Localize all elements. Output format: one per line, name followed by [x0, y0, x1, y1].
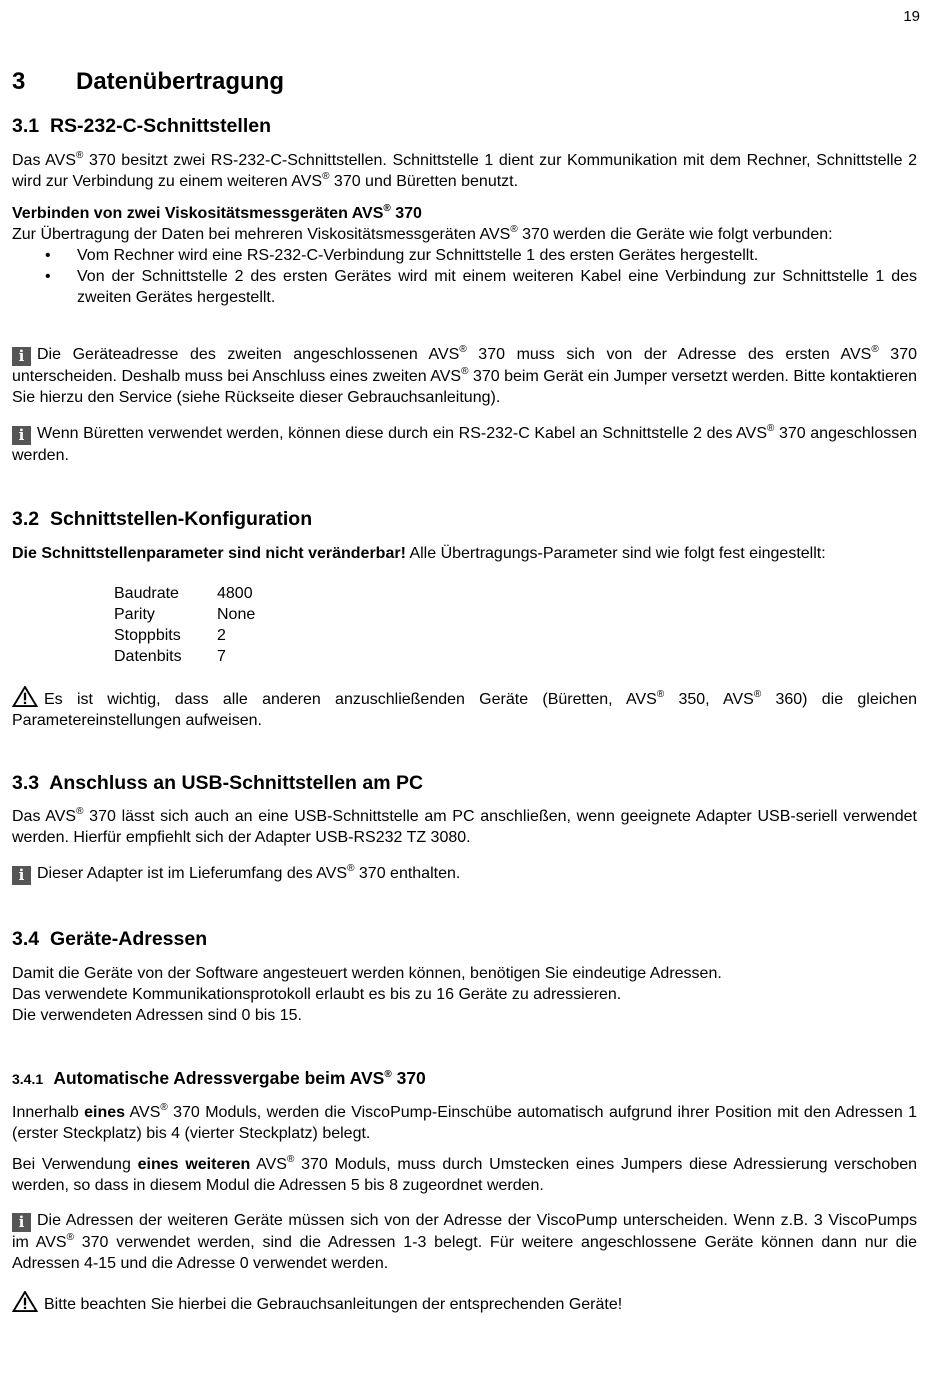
text: Zur Übertragung der Daten bei mehreren Viskositätsmessgeräten AVS — [12, 226, 511, 243]
registered-mark: ® — [383, 203, 391, 214]
page-number: 19 — [903, 8, 920, 25]
text: 370 muss sich von der Adresse des ersten AVS — [466, 346, 872, 363]
registered-mark: ® — [461, 366, 469, 377]
text: Bei Verwendung — [12, 1156, 138, 1173]
list-item — [12, 266, 917, 308]
section-3-1-heading — [12, 115, 917, 138]
info-icon: i — [12, 426, 31, 445]
registered-mark: ® — [384, 1069, 392, 1080]
param-key: Stoppbits — [114, 627, 181, 644]
text: Vom Rechner wird eine RS-232-C-Verbindung zur Schnittstelle 1 des ersten Gerätes hergestellt. — [77, 247, 759, 264]
text: Von der Schnittstelle 2 des ersten Gerätes wird mit einem weiteren Kabel eine Verbindung zur Schnittstelle 1 des zweiten Gerätes hergestellt. — [77, 268, 917, 306]
param-value: 4800 — [217, 585, 253, 602]
text: Alle Übertragungs-Parameter sind wie folgt fest eingestellt: — [405, 545, 826, 562]
registered-mark: ® — [767, 423, 775, 434]
bold-text: eines weiteren — [137, 1156, 251, 1173]
text: Es ist wichtig, dass alle anderen anzuschließenden Geräte (Büretten, AVS — [44, 691, 657, 708]
info-icon: i — [12, 1213, 31, 1232]
table-row — [114, 648, 255, 669]
bullet: • — [45, 268, 51, 285]
text: Das AVS — [12, 152, 77, 169]
text: 370 unterscheiden. Deshalb muss bei Anschluss eines zweiten AVS — [12, 346, 918, 385]
registered-mark: ® — [753, 689, 762, 700]
section-3-4-heading — [12, 928, 917, 951]
section-3-3-text — [12, 806, 917, 848]
registered-mark: ® — [286, 1154, 295, 1165]
text: 370 — [390, 205, 422, 222]
section-title: Geräte-Adressen — [49, 928, 208, 950]
registered-mark: ® — [322, 171, 330, 182]
section-3-2-intro — [12, 543, 917, 564]
section-3-4-1-p1 — [12, 1102, 917, 1144]
bold-text: eines — [84, 1104, 126, 1121]
section-number: 3.4 — [12, 928, 40, 950]
section-title: RS-232-C-Schnittstellen — [49, 115, 271, 137]
param-value: None — [217, 606, 256, 623]
registered-mark: ® — [66, 1232, 74, 1243]
note-buretten — [12, 423, 917, 466]
text-line: Die verwendeten Adressen sind 0 bis 15. — [12, 1007, 302, 1024]
note-adapter — [12, 863, 917, 885]
text: 370 werden die Geräte wie folgt verbunden: — [517, 226, 833, 243]
table-row — [114, 585, 255, 606]
chapter-heading — [12, 68, 917, 96]
param-key: Datenbits — [114, 648, 182, 665]
parameter-table — [114, 585, 255, 669]
warning-icon — [12, 686, 38, 707]
bullet-list — [12, 245, 917, 308]
text: 370 beim Gerät ein Jumper versetzt werden. Bitte kontaktieren Sie hierzu den Service (siehe Rückseite dieser Gebrauchsanleitung). — [12, 368, 918, 406]
section-3-3-heading — [12, 772, 917, 795]
text: AVS — [250, 1156, 287, 1173]
text: Bitte beachten Sie hierbei die Gebrauchsanleitungen der entsprechenden Geräte! — [44, 1296, 623, 1313]
chapter-number: 3 — [12, 68, 26, 95]
text: Automatische Adressvergabe beim AVS — [53, 1068, 385, 1088]
text: 370 lässt sich auch an eine USB-Schnittstelle am PC anschließen, wenn geeignete Adapter USB-seriell verwendet werden. Hierfür empfiehlt sich der Adapter USB-RS232 TZ 3080. — [12, 808, 918, 846]
text: 370 verwendet werden, sind die Adressen 1-3 belegt. Für weitere angeschlossene Geräte können dann nur die Adressen 4-15 und die Adresse 0 verwendet werden. — [12, 1234, 917, 1272]
param-value: 7 — [217, 648, 226, 665]
section-number: 3.4.1 — [12, 1071, 44, 1087]
chapter-title: Datenübertragung — [76, 68, 285, 95]
text: 370 Moduls, muss durch Umstecken eines Jumpers diese Adressierung verschoben werden, so dass in diesem Modul die Adressen 5 bis 8 zugeordnet werden. — [12, 1156, 918, 1194]
registered-mark: ® — [459, 344, 467, 355]
registered-mark: ® — [160, 1102, 168, 1113]
registered-mark: ® — [656, 689, 665, 700]
bold-lead: Die Schnittstellenparameter sind nicht veränderbar! — [12, 545, 406, 562]
registered-mark: ® — [76, 806, 84, 817]
registered-mark: ® — [510, 224, 518, 235]
section-number: 3.3 — [12, 772, 40, 794]
param-key: Baudrate — [114, 585, 179, 602]
text: Das AVS — [12, 808, 77, 825]
section-number: 3.1 — [12, 115, 40, 137]
text-line: Damit die Geräte von der Software angesteuert werden können, benötigen Sie eindeutige Adressen. — [12, 965, 722, 982]
note-adressen — [12, 1210, 917, 1274]
text: 360) die gleichen Parametereinstellungen aufweisen. — [12, 691, 917, 729]
text-line: Das verwendete Kommunikationsprotokoll erlaubt es bis zu 16 Geräte zu adressieren. — [12, 986, 622, 1003]
section-3-1-sub — [12, 203, 917, 308]
section-3-1-intro — [12, 150, 917, 192]
bullet: • — [45, 247, 51, 264]
text: Die Adressen der weiteren Geräte müssen sich von der Adresse der ViscoPump unterscheiden. Wenn z.B. 3 ViscoPumps im AVS — [12, 1212, 917, 1251]
text: Dieser Adapter ist im Lieferumfang des AVS — [37, 865, 348, 882]
text: 370 und Büretten benutzt. — [329, 173, 519, 190]
warning-parameter — [12, 686, 917, 731]
text: Verbinden von zwei Viskositätsmessgeräten AVS — [12, 205, 384, 222]
text: Wenn Büretten verwendet werden, können diese durch ein RS-232-C Kabel an Schnittstelle 2 des AVS — [37, 425, 767, 442]
list-item — [12, 245, 917, 266]
param-value: 2 — [217, 627, 226, 644]
text: 370 besitzt zwei RS-232-C-Schnittstellen. Schnittstelle 1 dient zur Kommunikation mit dem Rechner, Schnittstelle 2 wird zur Verbindung zu einem weiteren AVS — [12, 152, 918, 190]
section-3-2-heading — [12, 508, 917, 531]
warning-icon — [12, 1291, 38, 1312]
note-geraeteadresse — [12, 344, 917, 408]
section-3-4-text — [12, 963, 917, 1026]
registered-mark: ® — [871, 344, 879, 355]
sub-heading — [12, 205, 422, 222]
registered-mark: ® — [76, 150, 84, 161]
text: AVS — [125, 1104, 161, 1121]
section-number: 3.2 — [12, 508, 40, 530]
section-3-4-1-heading — [12, 1068, 917, 1089]
warning-gebrauchsanleitungen — [12, 1291, 917, 1315]
table-row — [114, 606, 255, 627]
text: 370 angeschlossen werden. — [12, 425, 918, 464]
text: Die Geräteadresse des zweiten angeschlossenen AVS — [37, 346, 460, 363]
registered-mark: ® — [347, 863, 355, 874]
text: 370 — [391, 1068, 426, 1088]
text: 370 enthalten. — [354, 865, 461, 882]
section-title: Anschluss an USB-Schnittstellen am PC — [49, 772, 424, 794]
text: 370 Moduls, werden die ViscoPump-Einschübe automatisch aufgrund ihrer Position mit den Adressen 1 (erster Steckplatz) bis 4 (vierter Steckplatz) belegt. — [12, 1104, 917, 1142]
info-icon: i — [12, 347, 31, 366]
table-row — [114, 627, 255, 648]
text: Innerhalb — [12, 1104, 85, 1121]
section-title: Schnittstellen-Konfiguration — [49, 508, 313, 530]
param-key: Parity — [114, 606, 155, 623]
section-3-4-1-p2 — [12, 1154, 917, 1196]
text: 350, AVS — [664, 691, 754, 708]
info-icon: i — [12, 866, 31, 885]
